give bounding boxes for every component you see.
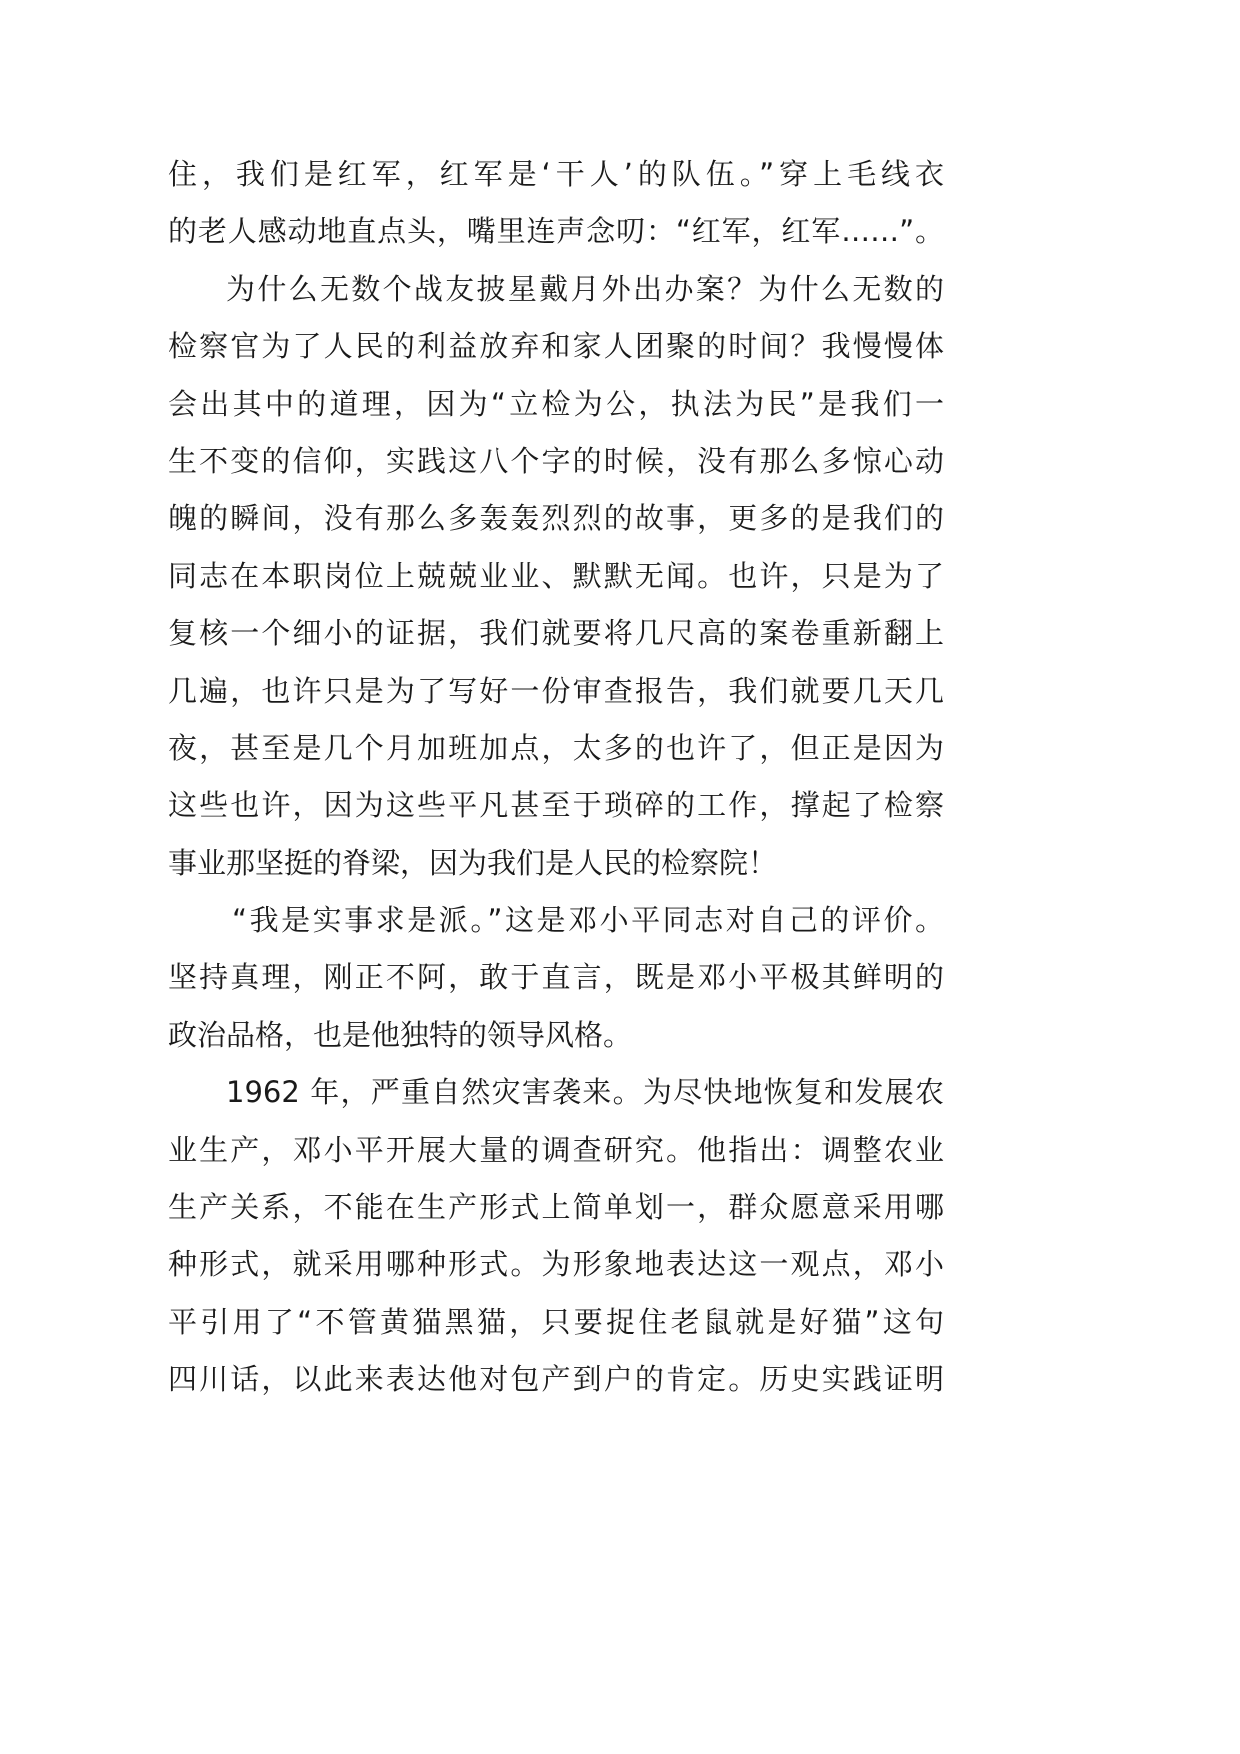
text-line: 政治品格，也是他独特的领导风格。 <box>168 1017 633 1052</box>
text-line: 事业那坚挺的脊梁，因为我们是人民的检察院！ <box>168 845 778 880</box>
text-line: 检察官为了人民的利益放弃和家人团聚的时间？我慢慢体 <box>168 329 944 364</box>
text-line: 平引用了“不管黄猫黑猫，只要捉住老鼠就是好猫”这句 <box>168 1304 944 1339</box>
text-line: “我是实事求是派。”这是邓小平同志对自己的评价。 <box>232 903 944 938</box>
text-line: 四川话，以此来表达他对包产到户的肯定。历史实践证明 <box>168 1362 944 1397</box>
text-line: 魄的瞬间，没有那么多轰轰烈烈的故事，更多的是我们的 <box>168 501 944 536</box>
text-line: 坚持真理，刚正不阿，敢于直言，既是邓小平极其鲜明的 <box>168 960 944 995</box>
text-line: 生不变的信仰，实践这八个字的时候，没有那么多惊心动 <box>168 443 944 478</box>
text-line: 夜，甚至是几个月加班加点，太多的也许了，但正是因为 <box>168 730 944 765</box>
text-line: 1962 年，严重自然灾害袭来。为尽快地恢复和发展农 <box>226 1075 944 1110</box>
text-line: 业生产，邓小平开展大量的调查研究。他指出：调整农业 <box>168 1132 944 1167</box>
text-line: 生产关系，不能在生产形式上简单划一，群众愿意采用哪 <box>168 1190 944 1225</box>
text-line: 复核一个细小的证据，我们就要将几尺高的案卷重新翻上 <box>168 616 944 651</box>
text-line: 会出其中的道理，因为“立检为公，执法为民”是我们一 <box>168 386 944 421</box>
text-line: 几遍，也许只是为了写好一份审查报告，我们就要几天几 <box>168 673 944 708</box>
text-line: 的老人感动地直点头，嘴里连声念叨：“红军，红军……”。 <box>168 214 944 249</box>
text-line: 为什么无数个战友披星戴月外出办案？为什么无数的 <box>226 271 944 306</box>
text-line: 同志在本职岗位上兢兢业业、默默无闻。也许，只是为了 <box>168 558 944 593</box>
text-line: 这些也许，因为这些平凡甚至于琐碎的工作，撑起了检察 <box>168 788 944 823</box>
text-line: 种形式，就采用哪种形式。为形象地表达这一观点，邓小 <box>168 1247 944 1282</box>
body-text <box>168 146 944 1409</box>
text-line: 住，我们是红军，红军是‘干人’的队伍。”穿上毛线衣 <box>168 157 944 191</box>
